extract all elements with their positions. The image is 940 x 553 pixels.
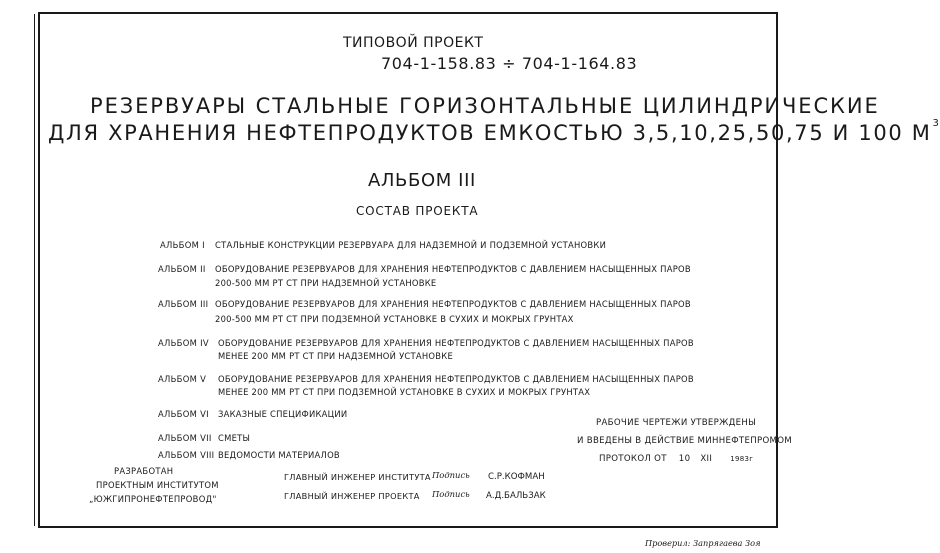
album-description: СМЕТЫ (218, 433, 251, 443)
album-label: АЛЬБОМ I (160, 240, 205, 250)
album-subtitle: СОСТАВ ПРОЕКТА (356, 204, 479, 218)
developer-line-2: ПРОЕКТНЫМ ИНСТИТУТОМ (96, 480, 219, 490)
album-label: АЛЬБОМ VII (158, 433, 212, 443)
binding-margin-line (34, 14, 35, 526)
album-description: ОБОРУДОВАНИЕ РЕЗЕРВУАРОВ ДЛЯ ХРАНЕНИЯ НЕФТЕПРОДУКТОВ С ДАВЛЕНИЕМ НАСЫЩЕННЫХ ПАРОВ (215, 299, 691, 309)
album-description: ОБОРУДОВАНИЕ РЕЗЕРВУАРОВ ДЛЯ ХРАНЕНИЯ НЕФТЕПРОДУКТОВ С ДАВЛЕНИЕМ НАСЫЩЕННЫХ ПАРОВ (215, 264, 691, 274)
title-line-2 (48, 118, 940, 145)
title-line-2-text: ДЛЯ ХРАНЕНИЯ НЕФТЕПРОДУКТОВ ЕМКОСТЬЮ 3,5,10,25,50,75 И 100 М (48, 121, 932, 145)
protocol-label: ПРОТОКОЛ ОТ (599, 454, 667, 464)
album-label: АЛЬБОМ VI (158, 409, 209, 419)
album-label: АЛЬБОМ II (158, 264, 206, 274)
protocol-year: 1983г (730, 455, 754, 463)
signature-mark: Подпись (432, 470, 470, 480)
album-label: АЛЬБОМ III (158, 299, 209, 309)
album-description: ОБОРУДОВАНИЕ РЕЗЕРВУАРОВ ДЛЯ ХРАНЕНИЯ НЕФТЕПРОДУКТОВ С ДАВЛЕНИЕМ НАСЫЩЕННЫХ ПАРОВ (218, 338, 694, 348)
project-number: 704-1-158.83 ÷ 704-1-164.83 (381, 54, 638, 73)
album-label: АЛЬБОМ IV (158, 338, 209, 348)
album-description: 200-500 ММ РТ СТ ПРИ ПОДЗЕМНОЙ УСТАНОВКЕ В СУХИХ И МОКРЫХ ГРУНТАХ (215, 314, 574, 324)
album-description: 200-500 ММ РТ СТ ПРИ НАДЗЕМНОЙ УСТАНОВКЕ (215, 278, 437, 288)
album-description: МЕНЕЕ 200 ММ РТ СТ ПРИ НАДЗЕМНОЙ УСТАНОВКЕ (218, 351, 453, 361)
developer-institute: „ЮЖГИПРОНЕФТЕПРОВОД" (89, 494, 217, 504)
album-description: СТАЛЬНЫЕ КОНСТРУКЦИИ РЕЗЕРВУАРА ДЛЯ НАДЗЕМНОЙ И ПОДЗЕМНОЙ УСТАНОВКИ (215, 240, 607, 250)
approval-line-2: И ВВЕДЕНЫ В ДЕЙСТВИЕ МИННЕФТЕПРОМОМ (577, 436, 793, 446)
cubic-superscript: 3 (932, 118, 940, 129)
project-label: ТИПОВОЙ ПРОЕКТ (343, 35, 484, 51)
album-description: ЗАКАЗНЫЕ СПЕЦИФИКАЦИИ (218, 409, 348, 419)
protocol-day: 10 (678, 454, 691, 464)
album-description: МЕНЕЕ 200 ММ РТ СТ ПРИ ПОДЗЕМНОЙ УСТАНОВКЕ В СУХИХ И МОКРЫХ ГРУНТАХ (218, 387, 591, 397)
checked-by-note: Проверил: Запрягаева Зоя (645, 538, 761, 548)
title-line-1: РЕЗЕРВУАРЫ СТАЛЬНЫЕ ГОРИЗОНТАЛЬНЫЕ ЦИЛИНДРИЧЕСКИЕ (90, 94, 880, 118)
signature-mark: Подпись (432, 489, 470, 499)
developer-line-1: РАЗРАБОТАН (114, 466, 174, 476)
protocol-month: XII (700, 454, 713, 464)
signature-title: ГЛАВНЫЙ ИНЖЕНЕР ПРОЕКТА (284, 491, 420, 501)
album-title: АЛЬБОМ III (368, 170, 476, 191)
album-label: АЛЬБОМ V (158, 374, 207, 384)
signature-title: ГЛАВНЫЙ ИНЖЕНЕР ИНСТИТУТА (284, 472, 431, 482)
signature-name: А.Д.БАЛЬЗАК (486, 491, 546, 501)
approval-protocol (599, 455, 753, 464)
approval-line-1: РАБОЧИЕ ЧЕРТЕЖИ УТВЕРЖДЕНЫ (596, 418, 757, 428)
album-description: ВЕДОМОСТИ МАТЕРИАЛОВ (218, 450, 340, 460)
album-description: ОБОРУДОВАНИЕ РЕЗЕРВУАРОВ ДЛЯ ХРАНЕНИЯ НЕФТЕПРОДУКТОВ С ДАВЛЕНИЕМ НАСЫЩЕННЫХ ПАРОВ (218, 374, 694, 384)
signature-name: С.Р.КОФМАН (488, 472, 545, 482)
album-label: АЛЬБОМ VIII (158, 450, 215, 460)
